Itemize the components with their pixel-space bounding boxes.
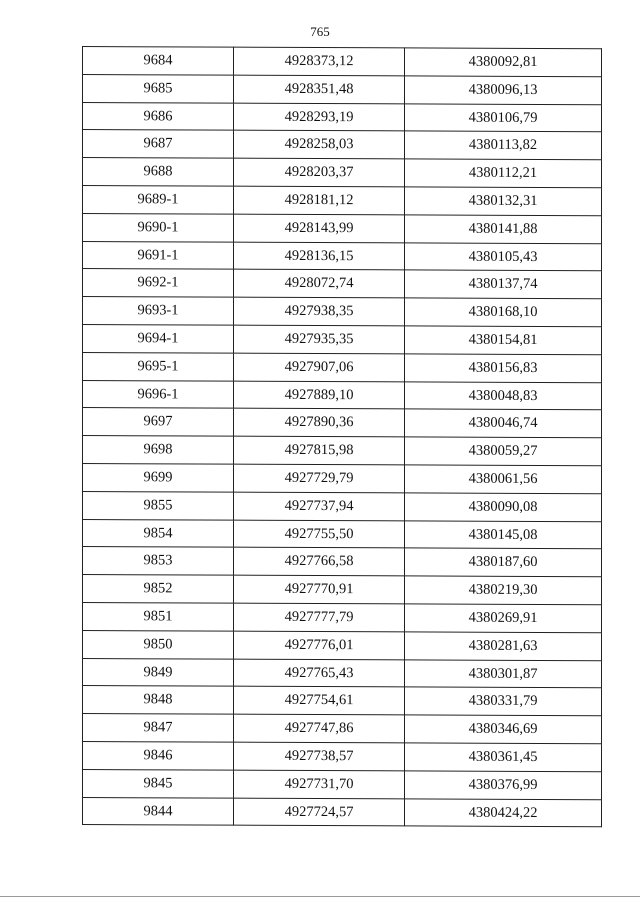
point-number-cell: 9697	[83, 408, 234, 436]
x-coordinate-cell: 4927747,86	[234, 714, 405, 743]
y-coordinate-cell: 4380112,21	[405, 159, 602, 188]
point-number-cell: 9848	[83, 686, 234, 714]
x-coordinate-cell: 4928143,99	[234, 214, 405, 243]
y-coordinate-cell: 4380137,74	[405, 270, 602, 299]
table-row	[83, 769, 602, 799]
point-number-cell: 9694-1	[83, 324, 234, 352]
table-row	[83, 658, 602, 688]
x-coordinate-cell: 4928258,03	[234, 131, 405, 160]
table-row	[83, 602, 602, 632]
point-number-cell: 9854	[83, 519, 234, 547]
x-coordinate-cell: 4927890,36	[234, 409, 405, 438]
x-coordinate-cell: 4928373,12	[234, 47, 405, 76]
point-number-cell: 9696-1	[83, 380, 234, 408]
table-row	[83, 380, 602, 410]
point-number-cell: 9852	[83, 575, 234, 603]
x-coordinate-cell: 4927731,70	[234, 770, 405, 799]
table-row	[83, 74, 602, 104]
y-coordinate-cell: 4380046,74	[405, 409, 602, 438]
y-coordinate-cell: 4380096,13	[405, 76, 602, 105]
table-row	[83, 102, 602, 132]
x-coordinate-cell: 4927729,79	[234, 464, 405, 493]
point-number-cell: 9687	[83, 130, 234, 158]
point-number-cell: 9695-1	[83, 352, 234, 380]
y-coordinate-cell: 4380132,31	[405, 187, 602, 216]
coordinates-table	[82, 46, 602, 828]
point-number-cell: 9850	[83, 630, 234, 658]
point-number-cell: 9689-1	[83, 185, 234, 213]
table-row	[83, 213, 602, 243]
x-coordinate-cell: 4927724,57	[234, 798, 405, 827]
y-coordinate-cell: 4380059,27	[405, 437, 602, 466]
table-row	[83, 519, 602, 549]
point-number-cell: 9691-1	[83, 241, 234, 269]
x-coordinate-cell: 4928203,37	[234, 158, 405, 187]
table-row	[83, 130, 602, 160]
y-coordinate-cell: 4380145,08	[405, 520, 602, 549]
y-coordinate-cell: 4380156,83	[405, 354, 602, 383]
x-coordinate-cell: 4927738,57	[234, 742, 405, 771]
x-coordinate-cell: 4927907,06	[234, 353, 405, 382]
y-coordinate-cell: 4380424,22	[405, 798, 602, 827]
page-number: 765	[310, 24, 330, 39]
point-number-cell: 9692-1	[83, 269, 234, 297]
y-coordinate-cell: 4380361,45	[405, 743, 602, 772]
x-coordinate-cell: 4927776,01	[234, 631, 405, 660]
y-coordinate-cell: 4380187,60	[405, 548, 602, 577]
point-number-cell: 9699	[83, 463, 234, 491]
x-coordinate-cell: 4927938,35	[234, 297, 405, 326]
y-coordinate-cell: 4380105,43	[405, 242, 602, 271]
y-coordinate-cell: 4380168,10	[405, 298, 602, 327]
y-coordinate-cell: 4380092,81	[405, 48, 602, 77]
table-row	[83, 686, 602, 716]
y-coordinate-cell: 4380141,88	[405, 215, 602, 244]
point-number-cell: 9685	[83, 74, 234, 102]
x-coordinate-cell: 4927755,50	[234, 520, 405, 549]
x-coordinate-cell: 4928136,15	[234, 242, 405, 271]
x-coordinate-cell: 4927765,43	[234, 659, 405, 688]
table-row	[83, 324, 602, 354]
y-coordinate-cell: 4380113,82	[405, 131, 602, 160]
point-number-cell: 9851	[83, 602, 234, 630]
x-coordinate-cell: 4928072,74	[234, 270, 405, 299]
x-coordinate-cell: 4928293,19	[234, 103, 405, 132]
table-row	[83, 269, 602, 299]
x-coordinate-cell: 4927754,61	[234, 686, 405, 715]
table-row	[83, 158, 602, 188]
table-row	[83, 741, 602, 771]
point-number-cell: 9688	[83, 158, 234, 186]
point-number-cell: 9693-1	[83, 297, 234, 325]
x-coordinate-cell: 4927737,94	[234, 492, 405, 521]
point-number-cell: 9684	[83, 47, 234, 75]
x-coordinate-cell: 4928351,48	[234, 75, 405, 104]
point-number-cell: 9845	[83, 769, 234, 797]
y-coordinate-cell: 4380269,91	[405, 604, 602, 633]
table-row	[83, 463, 602, 493]
y-coordinate-cell: 4380376,99	[405, 771, 602, 800]
table-row	[83, 185, 602, 215]
x-coordinate-cell: 4927815,98	[234, 436, 405, 465]
y-coordinate-cell: 4380106,79	[405, 104, 602, 133]
table-row	[83, 491, 602, 521]
x-coordinate-cell: 4927766,58	[234, 548, 405, 577]
point-number-cell: 9690-1	[83, 213, 234, 241]
point-number-cell: 9686	[83, 102, 234, 130]
table-row	[83, 547, 602, 577]
coordinates-table-wrapper	[82, 46, 598, 828]
table-row	[83, 241, 602, 271]
y-coordinate-cell: 4380061,56	[405, 465, 602, 494]
table-row	[83, 436, 602, 466]
table-row	[83, 630, 602, 660]
table-row	[83, 714, 602, 744]
y-coordinate-cell: 4380301,87	[405, 659, 602, 688]
x-coordinate-cell: 4927770,91	[234, 575, 405, 604]
point-number-cell: 9853	[83, 547, 234, 575]
y-coordinate-cell: 4380090,08	[405, 493, 602, 522]
y-coordinate-cell: 4380331,79	[405, 687, 602, 716]
point-number-cell: 9847	[83, 714, 234, 742]
table-row	[83, 797, 602, 827]
y-coordinate-cell: 4380154,81	[405, 326, 602, 355]
table-row	[83, 575, 602, 605]
point-number-cell: 9855	[83, 491, 234, 519]
y-coordinate-cell: 4380048,83	[405, 381, 602, 410]
table-row	[83, 47, 602, 77]
table-row	[83, 352, 602, 382]
point-number-cell: 9844	[83, 797, 234, 825]
y-coordinate-cell: 4380346,69	[405, 715, 602, 744]
point-number-cell: 9846	[83, 741, 234, 769]
y-coordinate-cell: 4380219,30	[405, 576, 602, 605]
x-coordinate-cell: 4928181,12	[234, 186, 405, 215]
point-number-cell: 9849	[83, 658, 234, 686]
page-bottom-rule	[0, 896, 640, 897]
x-coordinate-cell: 4927777,79	[234, 603, 405, 632]
x-coordinate-cell: 4927889,10	[234, 381, 405, 410]
point-number-cell: 9698	[83, 436, 234, 464]
table-row	[83, 408, 602, 438]
y-coordinate-cell: 4380281,63	[405, 632, 602, 661]
table-row	[83, 297, 602, 327]
x-coordinate-cell: 4927935,35	[234, 325, 405, 354]
coordinates-table-body	[83, 47, 602, 828]
